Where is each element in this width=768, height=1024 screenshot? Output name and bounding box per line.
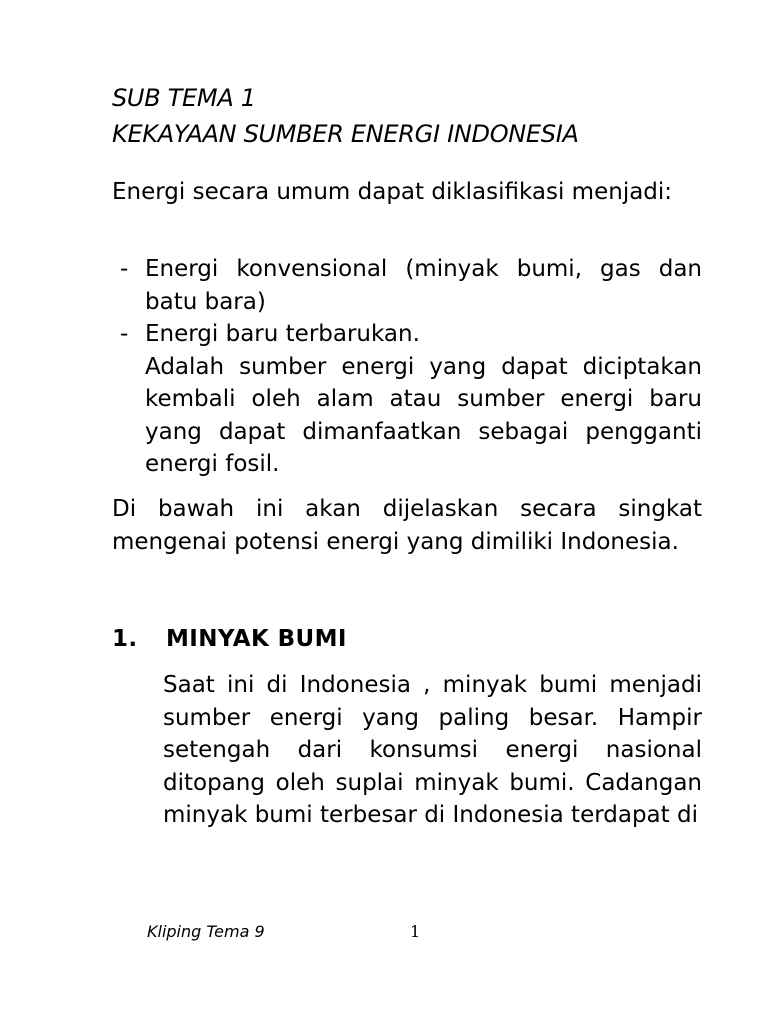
list-item (112, 253, 702, 318)
section-number: 1. (112, 626, 138, 652)
section-heading (112, 622, 347, 656)
list-bullet: - (120, 256, 129, 282)
subtheme-subtitle: KEKAYAAN SUMBER ENERGI INDONESIA (112, 120, 579, 148)
page-number: 1 (410, 922, 421, 941)
explanation-paragraph: Di bawah ini akan dijelaskan secara singkat mengenai potensi energi yang dimiliki Indonesia. (112, 496, 702, 555)
list-item (112, 318, 702, 481)
energy-classification-list (112, 253, 702, 481)
list-item-detail: Adalah sumber energi yang dapat diciptakan kembali oleh alam atau sumber energi baru yang dapat dimanfaatkan sebagai pengganti energi fosil. (145, 353, 702, 477)
subtheme-title: SUB TEMA 1 (112, 84, 256, 112)
footer-label: Kliping Tema 9 (147, 922, 265, 941)
list-item-text: Energi baru terbarukan. (145, 321, 420, 347)
section-paragraph: Saat ini di Indonesia , minyak bumi menjadi sumber energi yang paling besar. Hampir setengah dari konsumsi energi nasional ditopang oleh suplai minyak bumi. Cadangan minyak bumi terbesar di Indonesia terdapat di (163, 672, 702, 828)
section-title: MINYAK BUMI (166, 626, 347, 652)
list-item-text: Energi konvensional (minyak bumi, gas dan batu bara) (145, 256, 702, 315)
list-bullet: - (120, 321, 129, 347)
intro-paragraph: Energi secara umum dapat diklasifikasi menjadi: (112, 179, 673, 205)
